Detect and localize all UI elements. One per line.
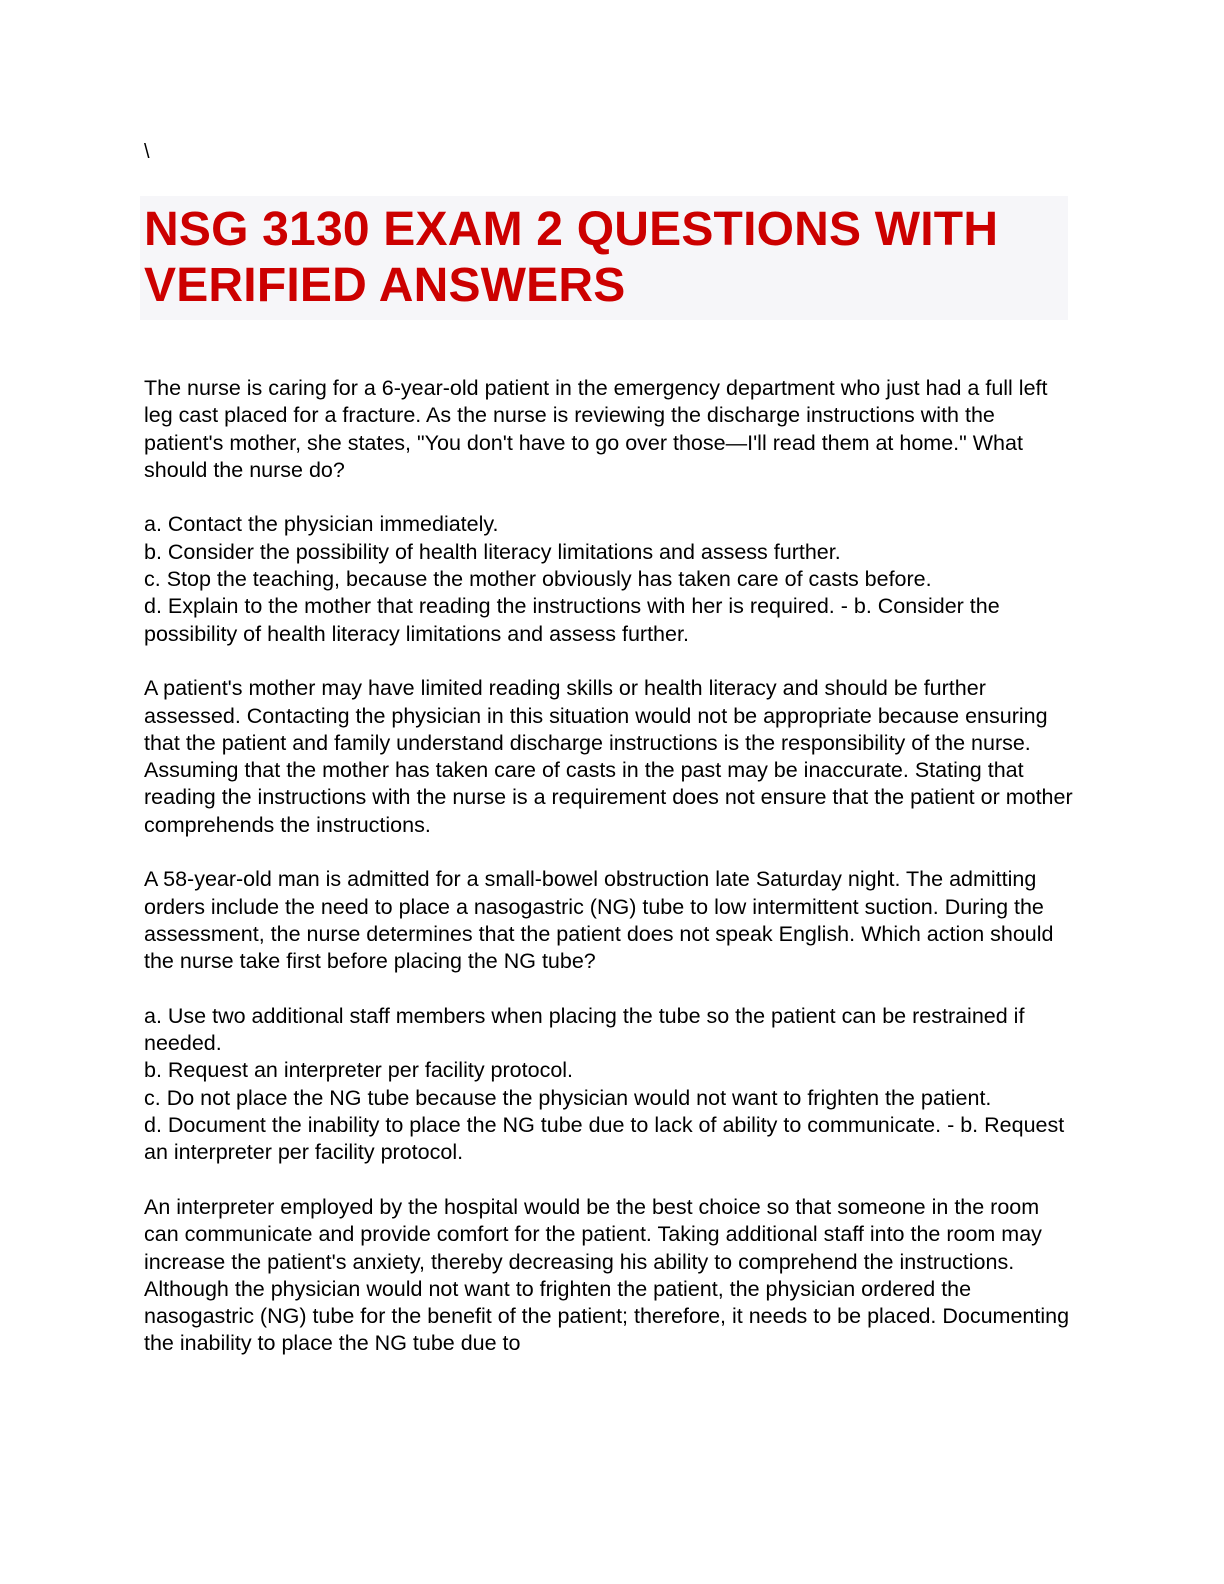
title-banner xyxy=(140,196,1068,320)
stray-backslash: \ xyxy=(144,141,150,163)
question-1-rationale: A patient's mother may have limited reading skills or health literacy and should be further assessed. Contacting the physician in this situation would not be appropriate because ensuring that the patient and family understand discharge instructions is the responsibility of the nurse. Assuming that the mother has taken care of casts in the past may be inaccurate. Stating that reading the instructions with the nurse is a requirement does not ensure that the patient or mother comprehends the instructions. xyxy=(144,676,1073,837)
question-2-text: A 58-year-old man is admitted for a small-bowel obstruction late Saturday night. The admitting orders include the need to place a nasogastric (NG) tube to low intermittent suction. During the assessment, the nurse determines that the patient does not speak English. Which action should the nurse take first before placing the NG tube? xyxy=(144,867,1054,974)
document-body xyxy=(144,375,1074,1358)
question-1-option-a: a. Contact the physician immediately. xyxy=(144,512,499,537)
question-1-text: The nurse is caring for a 6-year-old patient in the emergency department who just had a full left leg cast placed for a fracture. As the nurse is reviewing the discharge instructions with the patient's mother, she states, "You don't have to go over those—I'll read them at home." What should the nurse do? xyxy=(144,376,1048,482)
question-2-rationale: An interpreter employed by the hospital would be the best choice so that someone in the room can communicate and provide comfort for the patient. Taking additional staff into the room may increase the patient's anxiety, thereby decreasing his ability to comprehend the instructions. Although the physician would not want to frighten the patient, the physician ordered the nasogastric (NG) tube for the benefit of the patient; therefore, it needs to be placed. Documenting the inability to place the NG tube due to xyxy=(144,1194,1070,1356)
document-title: NSG 3130 EXAM 2 QUESTIONS WITH VERIFIED ANSWERS xyxy=(144,203,999,312)
question-2-option-c: c. Do not place the NG tube because the physician would not want to frighten the patient. xyxy=(144,1085,992,1110)
page-content xyxy=(144,140,1074,1385)
question-2-options xyxy=(144,1003,1074,1167)
question-1-option-d-answer: d. Explain to the mother that reading the instructions with her is required. - b. Consider the possibility of health literacy limitations and assess further. xyxy=(144,594,1000,646)
question-2-option-a: a. Use two additional staff members when placing the tube so the patient can be restrained if needed. xyxy=(144,1003,1025,1056)
question-2-option-b: b. Request an interpreter per facility protocol. xyxy=(144,1058,574,1083)
question-2-option-d-answer: d. Document the inability to place the NG tube due to lack of ability to communicate. - b. Request an interpreter per facility protocol. xyxy=(144,1113,1065,1165)
question-1-option-b: b. Consider the possibility of health literacy limitations and assess further. xyxy=(144,539,841,564)
question-1-option-c: c. Stop the teaching, because the mother obviously has taken care of casts before. xyxy=(144,567,932,592)
question-1-options xyxy=(144,511,1074,647)
